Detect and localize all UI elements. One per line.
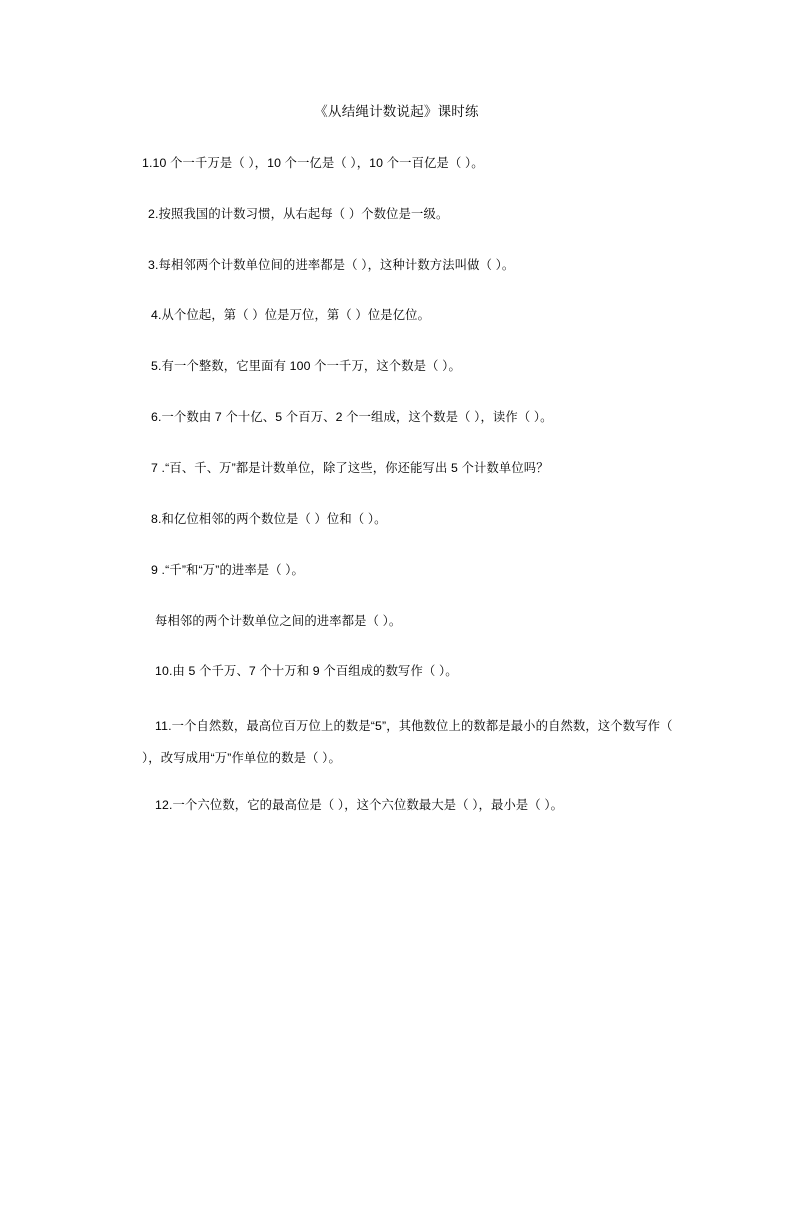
question-item: 2.按照我国的计数习惯，从右起每（ ）个数位是一级。 [148,206,449,221]
question-item: 每相邻的两个计数单位之间的进率都是（ ）。 [155,613,402,628]
question-item: 7 .“百、千、万”都是计数单位，除了这些，你还能写出 5 个计数单位吗？ [151,461,549,476]
question-item: 6.一个数由 7 个十亿、5 个百万、2 个一组成，这个数是（ ），读作（ ）。 [151,410,553,425]
question-item: 1.10 个一千万是（ ），10 个一亿是（ ），10 个一百亿是（ ）。 [142,155,484,170]
page-title: 《从结绳计数说起》课时练 [314,104,479,119]
question-item: 4.从个位起，第（ ）位是万位，第（ ）位是亿位。 [151,308,431,323]
question-list [0,152,793,818]
question-item: 11.一个自然数，最高位百万位上的数是“5”，其他数位上的数都是最小的自然数，这个数写作（ ），改写成用“万”作单位的数是（ ）。 [142,719,673,765]
question-item: 10.由 5 个千万、7 个十万和 9 个百组成的数写作（ ）。 [155,664,458,679]
question-item: 3.每相邻两个计数单位间的进率都是（ ），这种计数方法叫做（ ）。 [148,257,515,272]
question-item: 12.一个六位数，它的最高位是（ ），这个六位数最大是（ ），最小是（ ）。 [155,798,564,813]
question-item: 9 .“千”和“万”的进率是（ ）。 [151,562,304,577]
document-page [0,103,793,1225]
question-item: 5.有一个整数，它里面有 100 个一千万，这个数是（ ）。 [151,359,461,374]
question-item: 8.和亿位相邻的两个数位是（ ）位和（ ）。 [151,511,387,526]
